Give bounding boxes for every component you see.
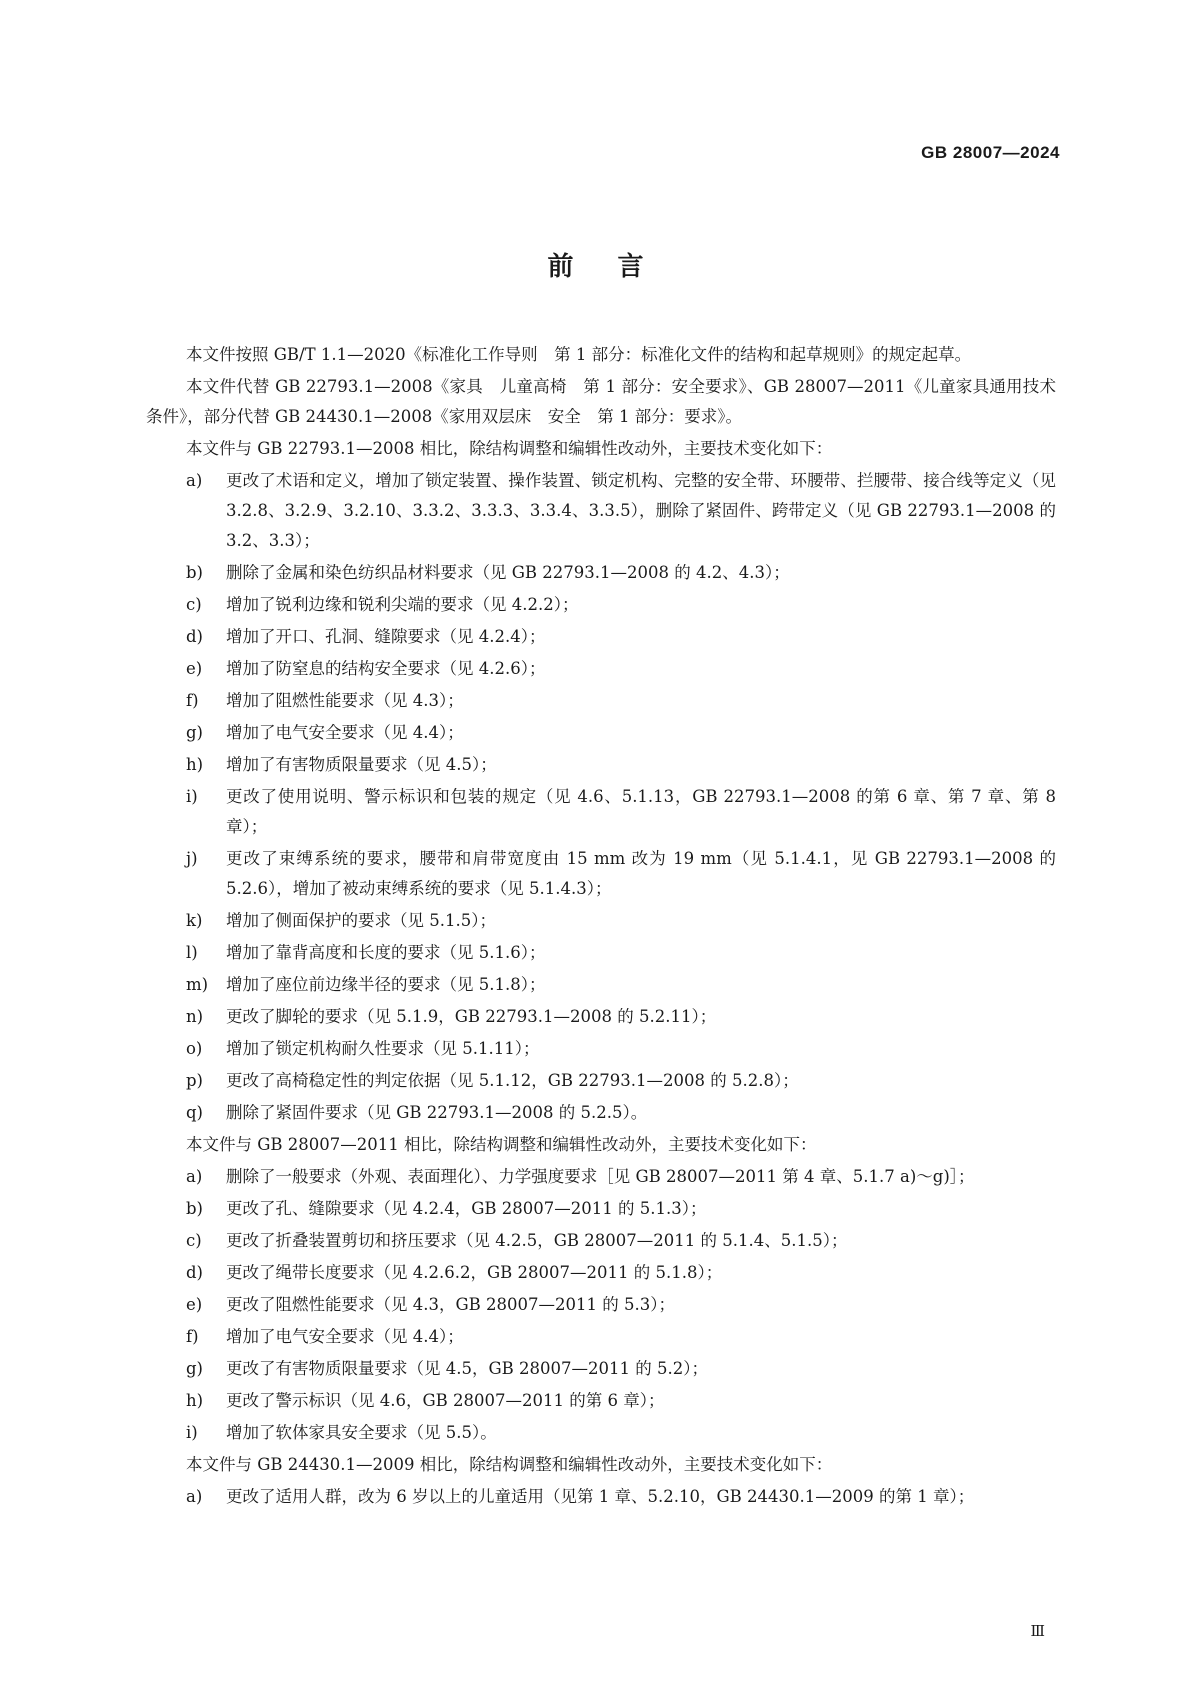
list-item-text: 删除了一般要求（外观、表面理化）、力学强度要求［见 GB 28007—2011 第 4 章、5.1.7 a)～g)］； [226,1167,975,1186]
list-item-text: 删除了紧固件要求（见 GB 22793.1—2008 的 5.2.5）。 [226,1103,648,1122]
list-item-marker: d) [186,1263,203,1282]
list-item-marker: h) [186,755,204,774]
list-item-marker: e) [186,1295,203,1314]
list-item-text: 更改了使用说明、警示标识和包装的规定（见 4.6、5.1.13，GB 22793.1—2008 的第 6 章、第 7 章、第 8 章）； [226,787,1056,836]
list-item-marker: f) [186,691,199,710]
list-item [146,686,1056,716]
changes-list-2 [146,1162,1056,1448]
list-item-marker: b) [186,1199,203,1218]
list-item [146,938,1056,968]
list-item-text: 增加了锐利边缘和锐利尖端的要求（见 4.2.2）； [226,595,579,614]
page-title: 前言 [547,252,688,282]
paragraph-changes-intro-3: 本文件与 GB 24430.1—2009 相比，除结构调整和编辑性改动外，主要技术变化如下： [186,1455,833,1474]
list-item-text: 增加了防窒息的结构安全要求（见 4.2.6）； [226,659,546,678]
list-item-text: 增加了阻燃性能要求（见 4.3）； [226,691,464,710]
list-item [146,1386,1056,1416]
list-item-text: 更改了警示标识（见 4.6，GB 28007—2011 的第 6 章）； [226,1391,665,1410]
list-item-marker: g) [186,723,203,742]
list-item [146,590,1056,620]
list-item [146,466,1056,556]
list-item [146,1354,1056,1384]
list-item-marker: l) [186,943,198,962]
paragraph-changes-intro-2: 本文件与 GB 28007—2011 相比，除结构调整和编辑性改动外，主要技术变化如下： [186,1135,817,1154]
list-item-marker: e) [186,659,203,678]
changes-list-3 [146,1482,1056,1512]
list-item-marker: a) [186,1487,203,1506]
list-item-text: 更改了术语和定义，增加了锁定装置、操作装置、锁定机构、完整的安全带、环腰带、拦腰带、接合线等定义（见 3.2.8、3.2.9、3.2.10、3.3.2、3.3.3、3.3.4、3.3.5），删除了紧固件、跨带定义（见 GB 22793.1—2008 的 3.2、3.3）； [226,471,1056,550]
list-item-text: 更改了折叠装置剪切和挤压要求（见 4.2.5，GB 28007—2011 的 5.1.4、5.1.5）； [226,1231,848,1250]
list-item-text: 更改了孔、缝隙要求（见 4.2.4，GB 28007—2011 的 5.1.3）； [226,1199,707,1218]
list-item [146,1002,1056,1032]
list-item-marker: g) [186,1359,203,1378]
list-item [146,558,1056,588]
list-item-marker: a) [186,471,203,490]
paragraph-replaces: 本文件代替 GB 22793.1—2008《家具 儿童高椅 第 1 部分：安全要求》、GB 28007—2011《儿童家具通用技术条件》，部分代替 GB 24430.1—2008《家用双层床 安全 第 1 部分：要求》。 [146,377,1056,426]
list-item-marker: c) [186,1231,202,1250]
list-item-marker: m) [186,975,209,994]
list-item-marker: j) [186,849,198,868]
list-item-marker: n) [186,1007,204,1026]
list-item [146,622,1056,652]
list-item-text: 更改了有害物质限量要求（见 4.5，GB 28007—2011 的 5.2）； [226,1359,708,1378]
list-item-marker: p) [186,1071,203,1090]
list-item [146,1322,1056,1352]
list-item [146,1290,1056,1320]
list-item [146,1066,1056,1096]
list-item [146,1098,1056,1128]
list-item-text: 增加了电气安全要求（见 4.4）； [226,723,464,742]
list-item-text: 更改了束缚系统的要求，腰带和肩带宽度由 15 mm 改为 19 mm（见 5.1.4.1，见 GB 22793.1—2008 的 5.2.6），增加了被动束缚系统的要求（见 5.1.4.3）； [226,849,1056,898]
list-item-text: 更改了脚轮的要求（见 5.1.9，GB 22793.1—2008 的 5.2.11）； [226,1007,717,1026]
list-item [146,654,1056,684]
list-item [146,1482,1056,1512]
list-item-marker: k) [186,911,203,930]
list-item-marker: i) [186,1423,198,1442]
list-item-text: 增加了有害物质限量要求（见 4.5）； [226,755,497,774]
list-item-text: 增加了开口、孔洞、缝隙要求（见 4.2.4）； [226,627,546,646]
document-body [146,340,1056,1514]
list-item-marker: h) [186,1391,204,1410]
list-item [146,1034,1056,1064]
list-item [146,970,1056,1000]
list-item [146,906,1056,936]
list-item [146,1418,1056,1448]
list-item-text: 更改了阻燃性能要求（见 4.3，GB 28007—2011 的 5.3）； [226,1295,675,1314]
list-item-marker: d) [186,627,203,646]
list-item [146,750,1056,780]
list-item [146,782,1056,842]
standard-number: GB 28007—2024 [921,143,1060,162]
list-item-text: 增加了电气安全要求（见 4.4）； [226,1327,464,1346]
list-item-marker: a) [186,1167,203,1186]
list-item-text: 更改了绳带长度要求（见 4.2.6.2，GB 28007—2011 的 5.1.8）； [226,1263,723,1282]
paragraph-changes-intro-1: 本文件与 GB 22793.1—2008 相比，除结构调整和编辑性改动外，主要技术变化如下： [186,439,833,458]
list-item [146,718,1056,748]
list-item-text: 更改了适用人群，改为 6 岁以上的儿童适用（见第 1 章、5.2.10，GB 24430.1—2009 的第 1 章）； [226,1487,975,1506]
list-item-text: 更改了高椅稳定性的判定依据（见 5.1.12，GB 22793.1—2008 的 5.2.8）； [226,1071,799,1090]
list-item-text: 增加了侧面保护的要求（见 5.1.5）； [226,911,496,930]
list-item-marker: c) [186,595,202,614]
list-item-marker: i) [186,787,198,806]
list-item [146,1226,1056,1256]
list-item-text: 增加了座位前边缘半径的要求（见 5.1.8）； [226,975,546,994]
page-number: Ⅲ [1030,1622,1045,1640]
list-item-marker: f) [186,1327,199,1346]
list-item-text: 增加了靠背高度和长度的要求（见 5.1.6）； [226,943,546,962]
paragraph-drafting-rules: 本文件按照 GB/T 1.1—2020《标准化工作导则 第 1 部分：标准化文件的结构和起草规则》的规定起草。 [186,345,972,364]
list-item-text: 删除了金属和染色纺织品材料要求（见 GB 22793.1—2008 的 4.2、4.3）； [226,563,790,582]
list-item [146,1258,1056,1288]
list-item [146,1162,1056,1192]
list-item [146,1194,1056,1224]
list-item-marker: o) [186,1039,203,1058]
changes-list-1 [146,466,1056,1128]
list-item-text: 增加了锁定机构耐久性要求（见 5.1.11）； [226,1039,540,1058]
list-item [146,844,1056,904]
list-item-marker: q) [186,1103,203,1122]
list-item-text: 增加了软体家具安全要求（见 5.5）。 [226,1423,497,1442]
list-item-marker: b) [186,563,203,582]
